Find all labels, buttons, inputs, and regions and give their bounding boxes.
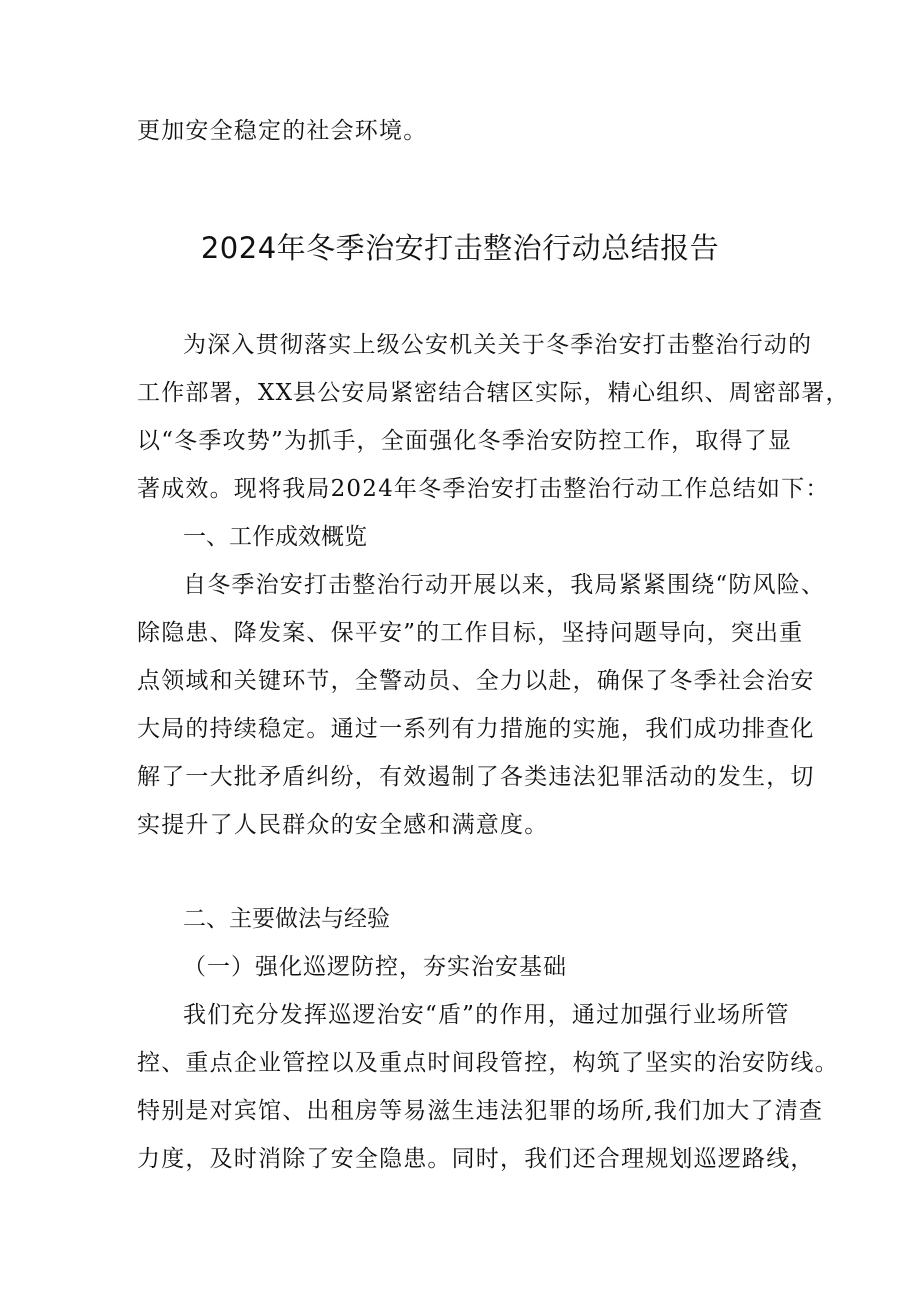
section-heading: 一、工作成效概览 (183, 524, 367, 550)
intro-line: 为深入贯彻落实上级公安机关关于冬季治安打击整治行动的 (183, 332, 813, 358)
paragraph-line: 自冬季治安打击整治行动开展以来，我局紧紧围绕“防风险、 (183, 572, 826, 598)
paragraph-line: 控、重点企业管控以及重点时间段管控，构筑了坚实的治安防线。 (137, 1050, 839, 1076)
paragraph-line: 点领域和关键环节，全警动员、全力以赴，确保了冬季社会治安 (137, 668, 815, 694)
paragraph-line: 大局的持续稳定。通过一系列有力措施的实施，我们成功排查化 (137, 716, 815, 742)
paragraph-line: 实提升了人民群众的安全感和满意度。 (137, 812, 549, 838)
document-title: 2024年冬季治安打击整治行动总结报告 (200, 231, 720, 265)
paragraph-line: 除隐患、降发案、保平安”的工作目标，坚持问题导向，突出重 (137, 620, 804, 646)
intro-line: 以“冬季攻势”为抓手，全面强化冬季治安防控工作，取得了显 (137, 428, 793, 454)
intro-line: 工作部署，XX县公安局紧密结合辖区实际，精心组织、周密部署， (137, 380, 850, 406)
subsection-heading: （一）强化巡逻防控，夯实治安基础 (183, 954, 567, 980)
intro-line: 著成效。现将我局2024年冬季治安打击整治行动工作总结如下： (137, 476, 830, 502)
paragraph-line: 解了一大批矛盾纠纷，有效遏制了各类违法犯罪活动的发生，切 (137, 764, 815, 790)
paragraph-line: 我们充分发挥巡逻治安“盾”的作用，通过加强行业场所管 (183, 1002, 790, 1028)
paragraph-line: 特别是对宾馆、出租房等易滋生违法犯罪的场所,我们加大了清查 (137, 1098, 824, 1124)
section-heading: 二、主要做法与经验 (183, 906, 390, 932)
previous-section-tail: 更加安全稳定的社会环境。 (137, 118, 428, 144)
paragraph-line: 力度，及时消除了安全隐患。同时，我们还合理规划巡逻路线， (137, 1146, 815, 1172)
